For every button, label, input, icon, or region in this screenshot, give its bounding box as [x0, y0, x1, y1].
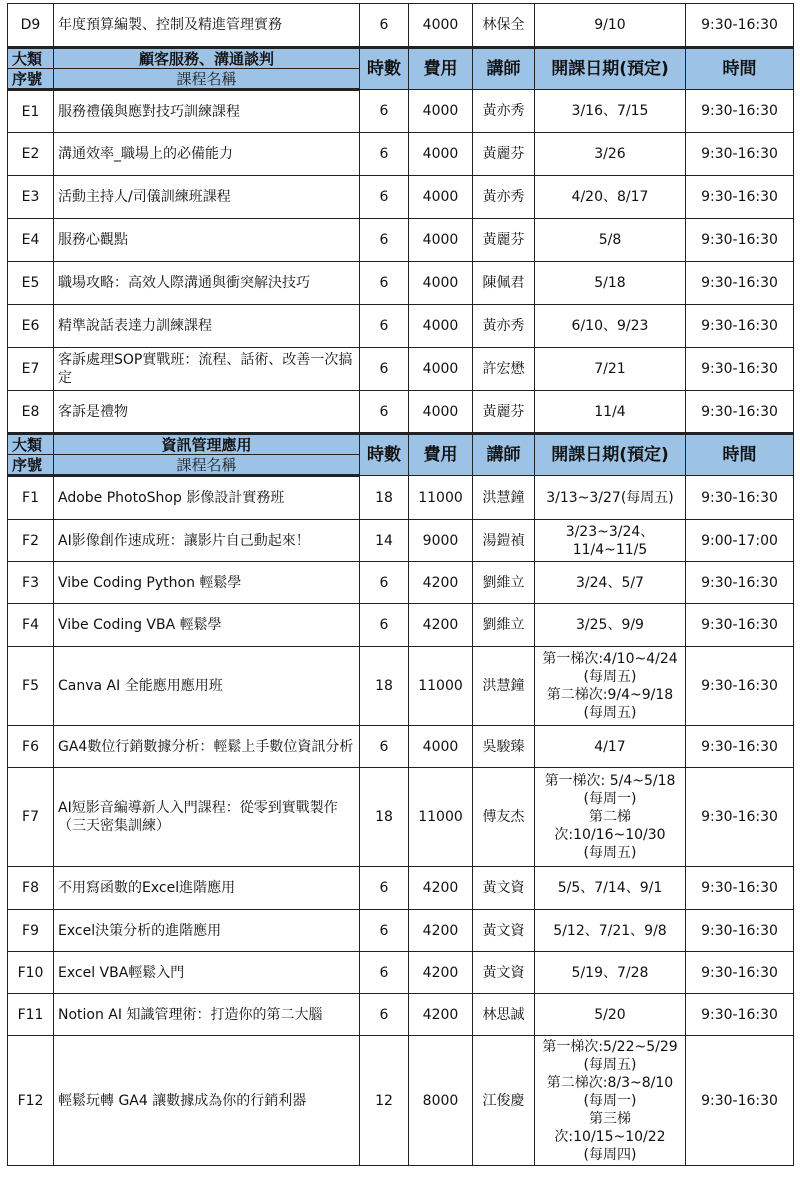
section-header-row: [8, 434, 794, 455]
course-code: F8: [8, 867, 54, 910]
course-fee: 4200: [409, 604, 473, 647]
course-dates: [535, 262, 686, 305]
course-dates: [535, 476, 686, 520]
course-fee: 4000: [409, 219, 473, 262]
course-fee: 11000: [409, 647, 473, 726]
course-dates: [535, 133, 686, 176]
date-line: 第一梯次:5/22~5/29: [542, 1038, 678, 1055]
course-time: 9:30-16:30: [686, 348, 794, 391]
course-fee: 4200: [409, 994, 473, 1036]
date-line: 5/20: [594, 1006, 626, 1023]
course-dates: [535, 647, 686, 726]
time-header: 時間: [686, 434, 794, 476]
teacher-header: 講師: [473, 434, 535, 476]
table-row: [8, 391, 794, 434]
date-line: 6/10、9/23: [571, 318, 649, 334]
course-teacher: 黃文資: [473, 952, 535, 994]
course-time: 9:30-16:30: [686, 90, 794, 133]
course-hours: 6: [360, 726, 409, 768]
course-teacher: 洪慧鐘: [473, 476, 535, 520]
course-teacher: 傅友杰: [473, 768, 535, 867]
table-row: [8, 726, 794, 768]
date-line: 3/25、9/9: [576, 617, 644, 633]
table-row: [8, 476, 794, 520]
course-time: 9:30-16:30: [686, 867, 794, 910]
table-row: [8, 910, 794, 952]
date-line: 第二梯次:9/4~9/18: [546, 687, 674, 703]
course-hours: 6: [360, 391, 409, 434]
course-hours: 6: [360, 348, 409, 391]
date-line: 3/24、5/7: [576, 574, 644, 591]
course-code: F3: [8, 562, 54, 604]
course-dates: [535, 1036, 686, 1166]
date-line: (每周五): [583, 1056, 637, 1073]
course-time: 9:30-16:30: [686, 476, 794, 520]
course-hours: 6: [360, 90, 409, 133]
date-line: 5/5、7/14、9/1: [557, 880, 663, 896]
course-teacher: 許宏懋: [473, 348, 535, 391]
section-title: 資訊管理應用: [54, 434, 360, 455]
course-time: 9:30-16:30: [686, 952, 794, 994]
course-hours: 6: [360, 910, 409, 952]
date-line: 第二梯次:8/3~8/10: [546, 1074, 674, 1091]
course-teacher: 洪慧鐘: [473, 647, 535, 726]
table-row: [8, 768, 794, 867]
course-code: E6: [8, 305, 54, 348]
course-hours: 6: [360, 604, 409, 647]
course-fee: 4200: [409, 562, 473, 604]
course-teacher: 陳佩君: [473, 262, 535, 305]
course-hours: 6: [360, 262, 409, 305]
course-time: 9:30-16:30: [686, 647, 794, 726]
course-code: E5: [8, 262, 54, 305]
course-time: 9:30-16:30: [686, 219, 794, 262]
course-dates: [535, 4, 686, 48]
date-line: 5/8: [598, 232, 622, 248]
course-teacher: 黃麗芬: [473, 133, 535, 176]
course-code: F4: [8, 604, 54, 647]
course-hours: 18: [360, 768, 409, 867]
course-teacher: 湯鎧禎: [473, 520, 535, 562]
course-hours: 6: [360, 4, 409, 48]
course-name: Vibe Coding VBA 輕鬆學: [54, 604, 360, 647]
course-hours: 14: [360, 520, 409, 562]
course-code: F7: [8, 768, 54, 867]
course-code: F2: [8, 520, 54, 562]
course-name: 服務心觀點: [54, 219, 360, 262]
course-fee: 4200: [409, 910, 473, 952]
table-row: [8, 262, 794, 305]
hours-header: 時數: [360, 434, 409, 476]
dates-header: 開課日期(預定): [535, 434, 686, 476]
course-code: F11: [8, 994, 54, 1036]
category-label: 大類: [8, 434, 54, 455]
course-fee: 4000: [409, 391, 473, 434]
course-dates: [535, 994, 686, 1036]
table-row: [8, 348, 794, 391]
course-name: 職場攻略：高效人際溝通與衝突解決技巧: [54, 262, 360, 305]
date-line: 3/13~3/27(每周五): [546, 489, 674, 506]
table-row: [8, 305, 794, 348]
date-line: 3/26: [594, 146, 626, 162]
course-fee: 4000: [409, 262, 473, 305]
course-time: 9:30-16:30: [686, 562, 794, 604]
course-time: 9:30-16:30: [686, 391, 794, 434]
course-code: F10: [8, 952, 54, 994]
course-time: 9:30-16:30: [686, 768, 794, 867]
course-hours: 18: [360, 476, 409, 520]
date-line: 5/12、7/21、9/8: [553, 922, 667, 939]
course-name: AI短影音編導新人入門課程：從零到實戰製作（三天密集訓練）: [54, 768, 360, 867]
date-line: (每周四): [583, 1146, 637, 1163]
course-code: F6: [8, 726, 54, 768]
date-line: 第一梯次: 5/4~5/18: [544, 773, 676, 789]
course-code: E4: [8, 219, 54, 262]
course-time: 9:30-16:30: [686, 176, 794, 219]
course-dates: [535, 520, 686, 562]
hours-header: 時數: [360, 48, 409, 90]
course-fee: 4000: [409, 133, 473, 176]
course-code: D9: [8, 4, 54, 48]
date-line: 第三梯: [589, 1110, 631, 1127]
course-name: 客訴處理SOP實戰班：流程、話術、改善一次搞定: [54, 348, 360, 391]
date-line: (每周一): [583, 791, 637, 807]
course-fee: 4000: [409, 90, 473, 133]
date-line: 次:10/16~10/30: [554, 827, 666, 843]
seq-label: 序號: [8, 455, 54, 476]
course-fee: 4000: [409, 4, 473, 48]
course-time: 9:30-16:30: [686, 1036, 794, 1166]
course-code: E7: [8, 348, 54, 391]
course-code: E1: [8, 90, 54, 133]
date-line: 5/19、7/28: [571, 964, 649, 981]
course-code: F9: [8, 910, 54, 952]
course-dates: [535, 219, 686, 262]
table-row: [8, 520, 794, 562]
course-fee: 4200: [409, 867, 473, 910]
dates-header: 開課日期(預定): [535, 48, 686, 90]
course-hours: 12: [360, 1036, 409, 1166]
fee-header: 費用: [409, 48, 473, 90]
date-line: 7/21: [594, 361, 626, 377]
course-teacher: 黃文資: [473, 910, 535, 952]
course-hours: 18: [360, 647, 409, 726]
date-line: (每周五): [583, 669, 637, 685]
fee-header: 費用: [409, 434, 473, 476]
date-line: 9/10: [594, 17, 626, 33]
course-hours: 6: [360, 994, 409, 1036]
course-fee: 4000: [409, 176, 473, 219]
time-header: 時間: [686, 48, 794, 90]
table-row: [8, 1036, 794, 1166]
course-teacher: 黃文資: [473, 867, 535, 910]
section-title: 顧客服務、溝通談判: [54, 48, 360, 69]
course-name: 客訴是禮物: [54, 391, 360, 434]
course-dates: [535, 562, 686, 604]
course-teacher: 黃亦秀: [473, 305, 535, 348]
date-line: 第二梯: [589, 809, 631, 825]
course-time: 9:00-17:00: [686, 520, 794, 562]
course-name: Adobe PhotoShop 影像設計實務班: [54, 476, 360, 520]
section-header-row: [8, 48, 794, 69]
date-line: 4/20、8/17: [571, 189, 649, 205]
course-dates: [535, 726, 686, 768]
table-row: [8, 90, 794, 133]
course-teacher: 江俊慶: [473, 1036, 535, 1166]
date-line: (每周五): [583, 705, 637, 721]
course-fee: 4000: [409, 305, 473, 348]
course-name: AI影像創作速成班：讓影片自己動起來！: [54, 520, 360, 562]
teacher-header: 講師: [473, 48, 535, 90]
course-hours: 6: [360, 176, 409, 219]
date-line: 11/4: [594, 403, 626, 420]
course-dates: [535, 867, 686, 910]
course-name: 年度預算編製、控制及精進管理實務: [54, 4, 360, 48]
course-name: GA4數位行銷數據分析：輕鬆上手數位資訊分析: [54, 726, 360, 768]
table-row: [8, 133, 794, 176]
course-dates: [535, 176, 686, 219]
course-name: Notion AI 知識管理術：打造你的第二大腦: [54, 994, 360, 1036]
course-name: Excel決策分析的進階應用: [54, 910, 360, 952]
category-label: 大類: [8, 48, 54, 69]
course-code: E8: [8, 391, 54, 434]
date-line: 3/23~3/24、: [565, 523, 655, 540]
table-row: [8, 176, 794, 219]
course-dates: [535, 391, 686, 434]
course-name-header: 課程名稱: [54, 455, 360, 476]
table-row: [8, 952, 794, 994]
table-row: [8, 867, 794, 910]
course-name: Vibe Coding Python 輕鬆學: [54, 562, 360, 604]
table-row: [8, 562, 794, 604]
course-code: E3: [8, 176, 54, 219]
course-dates: [535, 305, 686, 348]
course-time: 9:30-16:30: [686, 726, 794, 768]
course-fee: 4000: [409, 348, 473, 391]
seq-label: 序號: [8, 69, 54, 90]
date-line: 11/4~11/5: [572, 541, 648, 558]
course-dates: [535, 910, 686, 952]
course-name: 輕鬆玩轉 GA4 讓數據成為你的行銷利器: [54, 1036, 360, 1166]
course-name: 不用寫函數的Excel進階應用: [54, 867, 360, 910]
course-teacher: 黃麗芬: [473, 391, 535, 434]
table-row: [8, 4, 794, 48]
course-name: Canva AI 全能應用應用班: [54, 647, 360, 726]
table-row: [8, 219, 794, 262]
course-time: 9:30-16:30: [686, 604, 794, 647]
course-teacher: 林思誠: [473, 994, 535, 1036]
course-teacher: 吳駿臻: [473, 726, 535, 768]
date-line: 5/18: [594, 275, 626, 291]
course-name: 服務禮儀與應對技巧訓練課程: [54, 90, 360, 133]
course-hours: 6: [360, 219, 409, 262]
course-name: 精準說話表達力訓練課程: [54, 305, 360, 348]
course-time: 9:30-16:30: [686, 910, 794, 952]
course-fee: 4000: [409, 726, 473, 768]
course-dates: [535, 952, 686, 994]
course-time: 9:30-16:30: [686, 262, 794, 305]
table-row: [8, 647, 794, 726]
course-teacher: 黃亦秀: [473, 90, 535, 133]
course-name: Excel VBA輕鬆入門: [54, 952, 360, 994]
date-line: 次:10/15~10/22: [554, 1128, 666, 1145]
course-dates: [535, 604, 686, 647]
course-code: F1: [8, 476, 54, 520]
course-dates: [535, 90, 686, 133]
date-line: 3/16、7/15: [571, 103, 649, 119]
date-line: 第一梯次:4/10~4/24: [542, 651, 678, 667]
course-fee: 8000: [409, 1036, 473, 1166]
table-row: [8, 994, 794, 1036]
course-name: 溝通效率_職場上的必備能力: [54, 133, 360, 176]
course-hours: 6: [360, 562, 409, 604]
course-hours: 6: [360, 867, 409, 910]
course-hours: 6: [360, 952, 409, 994]
date-line: (每周五): [583, 845, 637, 861]
date-line: (每周一): [583, 1092, 637, 1109]
course-name-header: 課程名稱: [54, 69, 360, 90]
course-code: F12: [8, 1036, 54, 1166]
course-time: 9:30-16:30: [686, 305, 794, 348]
course-hours: 6: [360, 305, 409, 348]
course-fee: 4200: [409, 952, 473, 994]
course-teacher: 黃麗芬: [473, 219, 535, 262]
course-time: 9:30-16:30: [686, 994, 794, 1036]
course-schedule-table: [7, 3, 794, 1166]
course-time: 9:30-16:30: [686, 133, 794, 176]
course-fee: 9000: [409, 520, 473, 562]
course-fee: 11000: [409, 476, 473, 520]
course-code: F5: [8, 647, 54, 726]
course-code: E2: [8, 133, 54, 176]
course-teacher: 林保全: [473, 4, 535, 48]
course-dates: [535, 348, 686, 391]
course-time: 9:30-16:30: [686, 4, 794, 48]
course-teacher: 黃亦秀: [473, 176, 535, 219]
date-line: 4/17: [594, 738, 626, 755]
table-row: [8, 604, 794, 647]
course-name: 活動主持人/司儀訓練班課程: [54, 176, 360, 219]
course-fee: 11000: [409, 768, 473, 867]
course-hours: 6: [360, 133, 409, 176]
course-teacher: 劉維立: [473, 604, 535, 647]
course-dates: [535, 768, 686, 867]
course-teacher: 劉維立: [473, 562, 535, 604]
